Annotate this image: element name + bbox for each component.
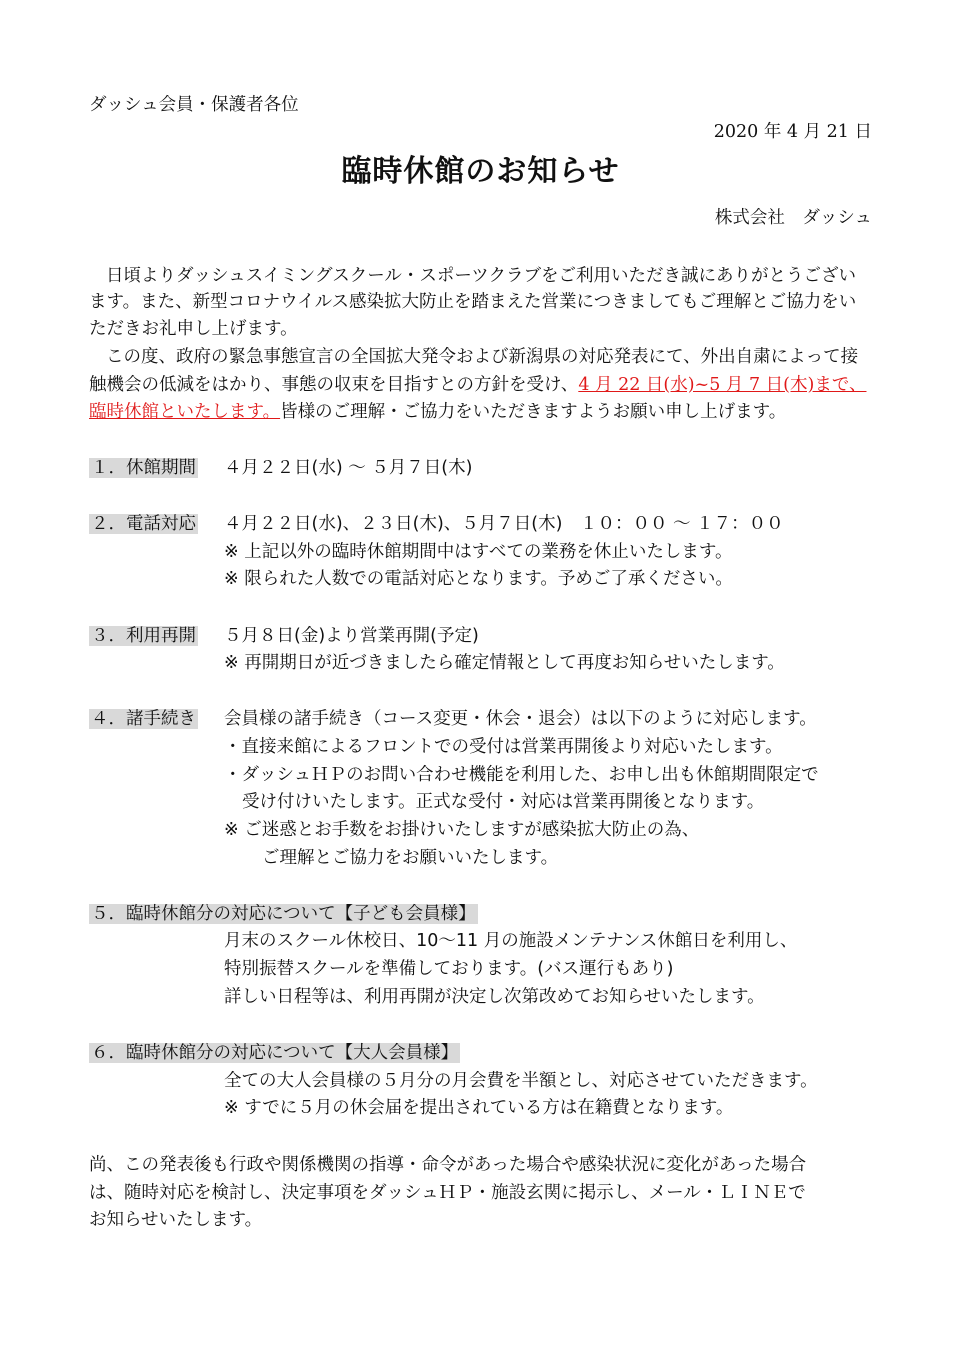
section-3 [89,624,198,648]
section-5-line-3: 詳しい日程等は、利用再開が決定し次第改めてお知らせいたします。 [224,987,765,1007]
page-title: 臨時休館のお知らせ [341,154,620,189]
section-2 [89,512,198,536]
section-5-heading: ５．臨時休館分の対応について【子ども会員様】 [91,904,476,924]
section-3-heading: ３．利用再開 [91,626,196,646]
issue-date: 2020 年 4 月 21 日 [713,122,872,142]
section-4-heading: ４．諸手続き [91,709,196,729]
intro-p2-line2 [89,373,866,397]
intro-p1-line2: ます。また、新型コロナウイルス感染拡大防止を踏まえた営業につきましてもご理解とご協力をい [89,292,857,312]
section-2-note-1: ※ 上記以外の臨時休館期間中はすべての業務を休止いたします。 [224,542,733,562]
issuer: 株式会社 ダッシュ [714,208,872,228]
section-6-line-1: 全ての大人会員様の５月分の月会費を半額とし、対応させていただきます。 [224,1071,818,1091]
section-1 [89,456,198,480]
intro-p1-line1: 日頃よりダッシュスイミングスクール・スポーツクラブをご利用いただき誠にありがとうござい [106,266,857,286]
section-4-bullet-2-line1: ・ダッシュＨＰのお問い合わせ機能を利用した、お申し出も休館期間限定で [224,765,819,785]
section-4 [89,707,198,731]
section-4-note-line1: ※ ご迷惑とお手数をお掛けいたしますが感染拡大防止の為、 [224,820,700,840]
section-6-heading: ６．臨時休館分の対応について【大人会員様】 [91,1043,459,1063]
section-2-text: ４月２２日(水)、２３日(木)、５月７日(木) １０：００ ～ １７：００ [224,514,784,534]
section-4-text: 会員様の諸手続き（コース変更・休会・退会）は以下のように対応します。 [224,709,817,729]
intro-p2-line1: この度、政府の緊急事態宣言の全国拡大発令および新潟県の対応発表にて、外出自粛によって接 [106,347,859,367]
closing-line-1: 尚、この発表後も行政や関係機関の指導・命令があった場合や感染状況に変化があった場合 [89,1155,807,1175]
closing-line-3: お知らせいたします。 [89,1210,263,1230]
section-5 [89,902,478,926]
closure-notice-highlight: 臨時休館といたします。 [89,402,281,422]
section-4-bullet-2-line2: 受け付けいたします。正式な受付・対応は営業再開後となります。 [242,792,765,812]
section-3-note-1: ※ 再開期日が近づきましたら確定情報として再度お知らせいたします。 [224,653,785,673]
section-3-text: ５月８日(金)より営業再開(予定) [224,626,479,646]
section-1-heading: １．休館期間 [91,458,196,478]
section-1-text: ４月２２日(水) ～ ５月７日(木) [224,458,473,478]
section-6-line-2: ※ すでに５月の休会届を提出されている方は在籍費となります。 [224,1098,734,1118]
section-5-line-2: 特別振替スクールを準備しております。(バス運行もあり) [224,959,674,979]
addressee: ダッシュ会員・保護者各位 [89,95,299,115]
section-5-line-1: 月末のスクール休校日、10～11 月の施設メンテナンス休館日を利用し、 [224,931,798,951]
intro-p2-line3 [89,400,786,424]
section-2-heading: ２．電話対応 [91,514,196,534]
intro-p2-line2-text: 触機会の低減をはかり、事態の収束を目指すとの方針を受け、 [89,375,579,395]
section-4-bullet-1: ・直接来館によるフロントでの受付は営業再開後より対応いたします。 [224,737,783,757]
closure-period-highlight: 4 月 22 日(水)~5 月 7 日(木)まで、 [578,375,867,395]
intro-p2-line3-text: 皆様のご理解・ご協力をいただきますようお願い申し上げます。 [280,402,787,422]
closing-line-2: は、随時対応を検討し、決定事項をダッシュＨＰ・施設玄関に掲示し、メール・ＬＩＮＥで [89,1183,806,1203]
section-2-note-2: ※ 限られた人数での電話対応となります。予めご了承ください。 [224,569,733,589]
section-4-note-line2: ご理解とご協力をお願いいたします。 [262,848,559,868]
intro-p1-line3: ただきお礼申し上げます。 [89,319,298,339]
section-6 [89,1041,460,1065]
